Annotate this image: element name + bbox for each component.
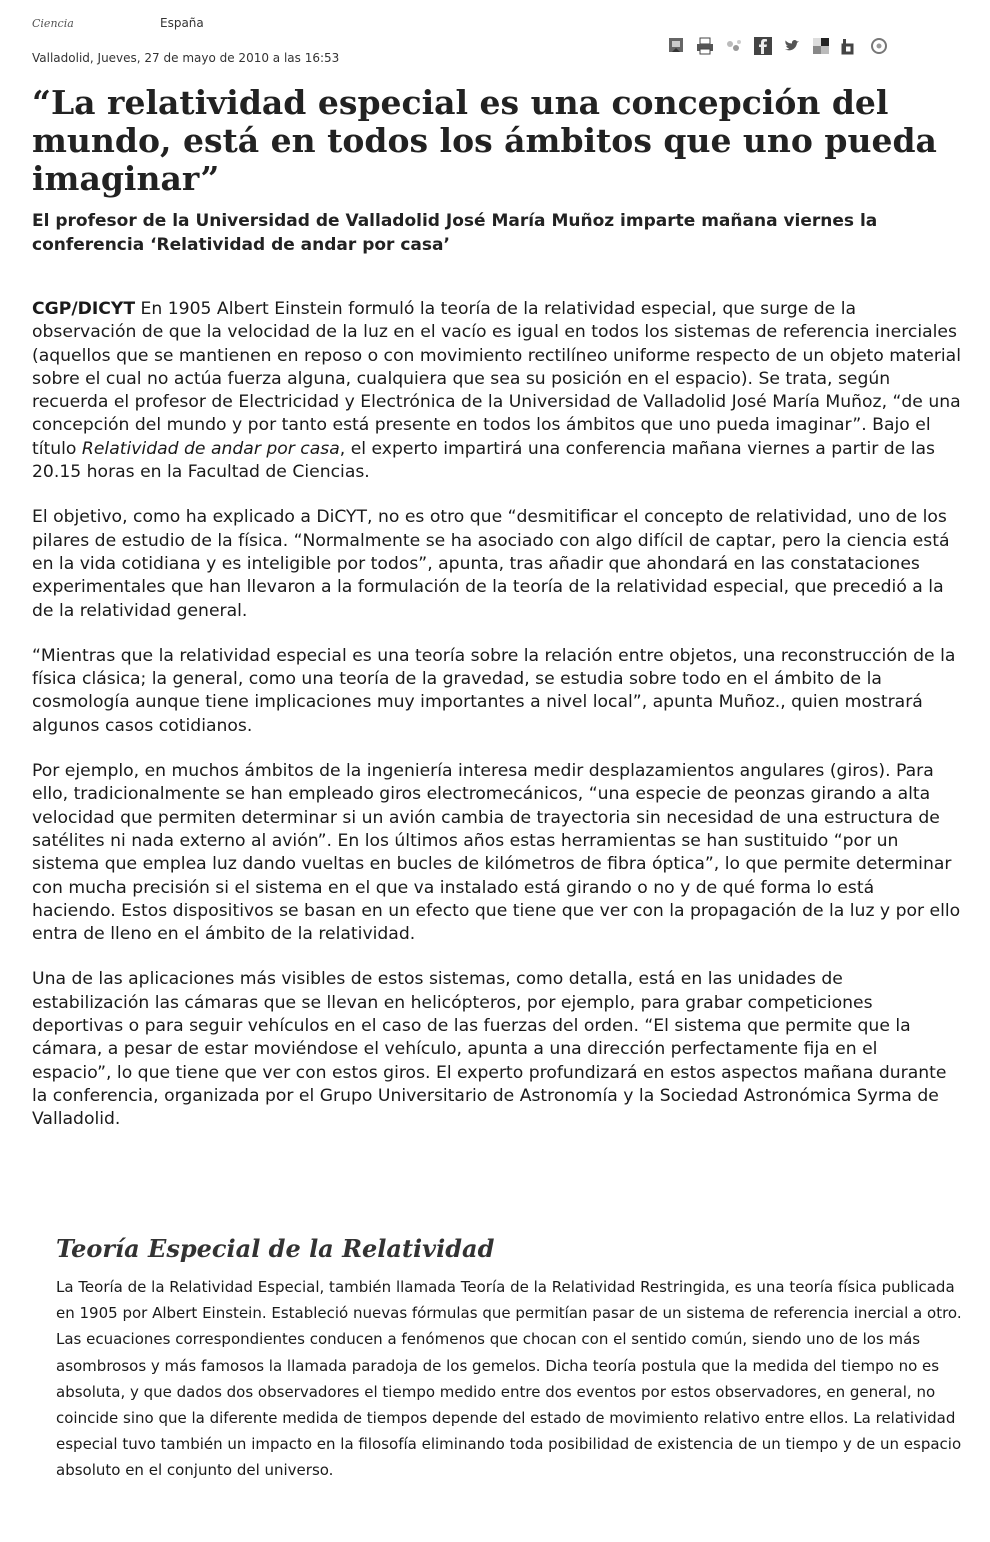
article-paragraph-2: El objetivo, como ha explicado a DiCYT, no es otro que “desmitificar el concepto de relatividad, uno de los pilares de estudio de la física. “Normalmente se ha asociado con algo difícil de captar, pero la ciencia está en la vida cotidiana y es inteligible por todos”, apunta, tras añadir que ahondará en las constataciones experimentales que han llevaron a la formulación de la teoría de la relatividad especial, que precedió a la de la relatividad general.	[32, 507, 950, 621]
paragraph-1-text-a: En 1905 Albert Einstein formuló la teoría de la relatividad especial, que surge de la observación de que la velocidad de la luz en el vacío es igual en todos los sistemas de referencia inerciales (aquellos que se mantienen en reposo o con movimiento rectilíneo uniforme respecto de un objeto material sobre el cual no actúa fuerza alguna, cualquiera que sea su posición en el espacio). Se trata, según recuerda el profesor de Electricidad y Electrónica de la Universidad de Valladolid José María Muñoz, “de una concepción del mundo y por tanto está presente en todos los ámbitos que uno pueda imaginar”. Bajo el título	[32, 299, 961, 459]
print-icon[interactable]	[695, 36, 715, 56]
meneame-icon[interactable]	[724, 36, 744, 56]
sidebox-title: Teoría Especial de la Relatividad	[56, 1234, 495, 1263]
dateline: Valladolid, Jueves, 27 de mayo de 2010 a las 16:53	[32, 51, 340, 65]
article-paragraph-1	[32, 298, 962, 484]
article-source: CGP/DICYT	[32, 299, 136, 319]
technorati-icon[interactable]	[869, 36, 889, 56]
header-topline	[32, 16, 204, 30]
article-paragraph-4: Por ejemplo, en muchos ámbitos de la ingeniería interesa medir desplazamientos angulares (giros). Para ello, tradicionalmente se han empleado giros electromecánicos, “una especie de peonzas girando a alta velocidad que permiten determinar si un avión cambia de trayectoria sin necesidad de una estructura de satélites ni nada externo al avión”. En los últimos años estas herramientas se han sustituido “por un sistema que emplea luz dando vueltas en bucles de kilómetros de fibra óptica”, lo que permite determinar con mucha precisión si el sistema en el que va instalado está girando o no y de qué forma lo está haciendo. Estos dispositivos se basan en un efecto que tiene que ver con la propagación de la luz y por ello entra de lleno en el ámbito de la relatividad.	[32, 761, 961, 945]
conference-title: Relatividad de andar por casa	[81, 438, 340, 459]
article-paragraph-5: Una de las aplicaciones más visibles de estos sistemas, como detalla, está en las unidades de estabilización las cámaras que se llevan en helicópteros, por ejemplo, para grabar competiciones deportivas o para seguir vehículos en el caso de las fuerzas del orden. “El sistema que permite que la cámara, a pesar de estar moviéndose el vehículo, apunta a una dirección perfectamente fija en el espacio”, lo que tiene que ver con estos giros. El experto profundizará en estos aspectos mañana durante la conferencia, organizada por el Grupo Universitario de Astronomía y la Sociedad Astronómica Syrma de Valladolid.	[32, 969, 947, 1130]
twitter-icon[interactable]	[782, 36, 802, 56]
delicious-icon[interactable]	[811, 36, 831, 56]
paragraph-1-text-b: , el experto impartirá una conferencia mañana viernes a partir de las 20.15 horas en la Facultad de Ciencias.	[32, 438, 935, 483]
region-label[interactable]: España	[160, 16, 204, 30]
facebook-icon[interactable]	[753, 36, 773, 56]
share-toolbar	[666, 36, 889, 56]
article-body	[32, 298, 962, 1154]
digg-icon[interactable]	[840, 36, 860, 56]
article-subtitle: El profesor de la Universidad de Valladolid José María Muñoz imparte mañana viernes la conferencia ‘Relatividad de andar por casa’	[32, 211, 878, 255]
article-title: “La relatividad especial es una concepción del mundo, está en todos los ámbitos que uno pueda imaginar”	[32, 83, 937, 198]
sidebox-text: La Teoría de la Relatividad Especial, también llamada Teoría de la Relatividad Restringida, es una teoría física publicada en 1905 por Albert Einstein. Estableció nuevas fórmulas que permitían pasar de un sistema de referencia inercial a otro. Las ecuaciones correspondientes conducen a fenómenos que chocan con el sentido común, siendo uno de los más asombrosos y más famosos la llamada paradoja de los gemelos. Dicha teoría postula que la medida del tiempo no es absoluta, y que dados dos observadores el tiempo medido entre dos eventos por estos observadores, en general, no coincide sino que la diferente medida de tiempos depende del estado de movimiento relativo entre ellos. La relatividad especial tuvo también un impacto en la filosofía eliminando toda posibilidad de existencia de un tiempo y de un espacio absoluto en el conjunto del universo.	[56, 1278, 962, 1480]
section-label[interactable]: Ciencia	[32, 17, 74, 30]
download-icon[interactable]	[666, 36, 686, 56]
article-paragraph-3: “Mientras que la relatividad especial es una teoría sobre la relación entre objetos, una reconstrucción de la física clásica; la general, como una teoría de la gravedad, se estudia sobre todo en el ámbito de la cosmología aunque tiene implicaciones muy importantes a nivel local”, apunta Muñoz., quien mostrará algunos casos cotidianos.	[32, 645, 956, 736]
